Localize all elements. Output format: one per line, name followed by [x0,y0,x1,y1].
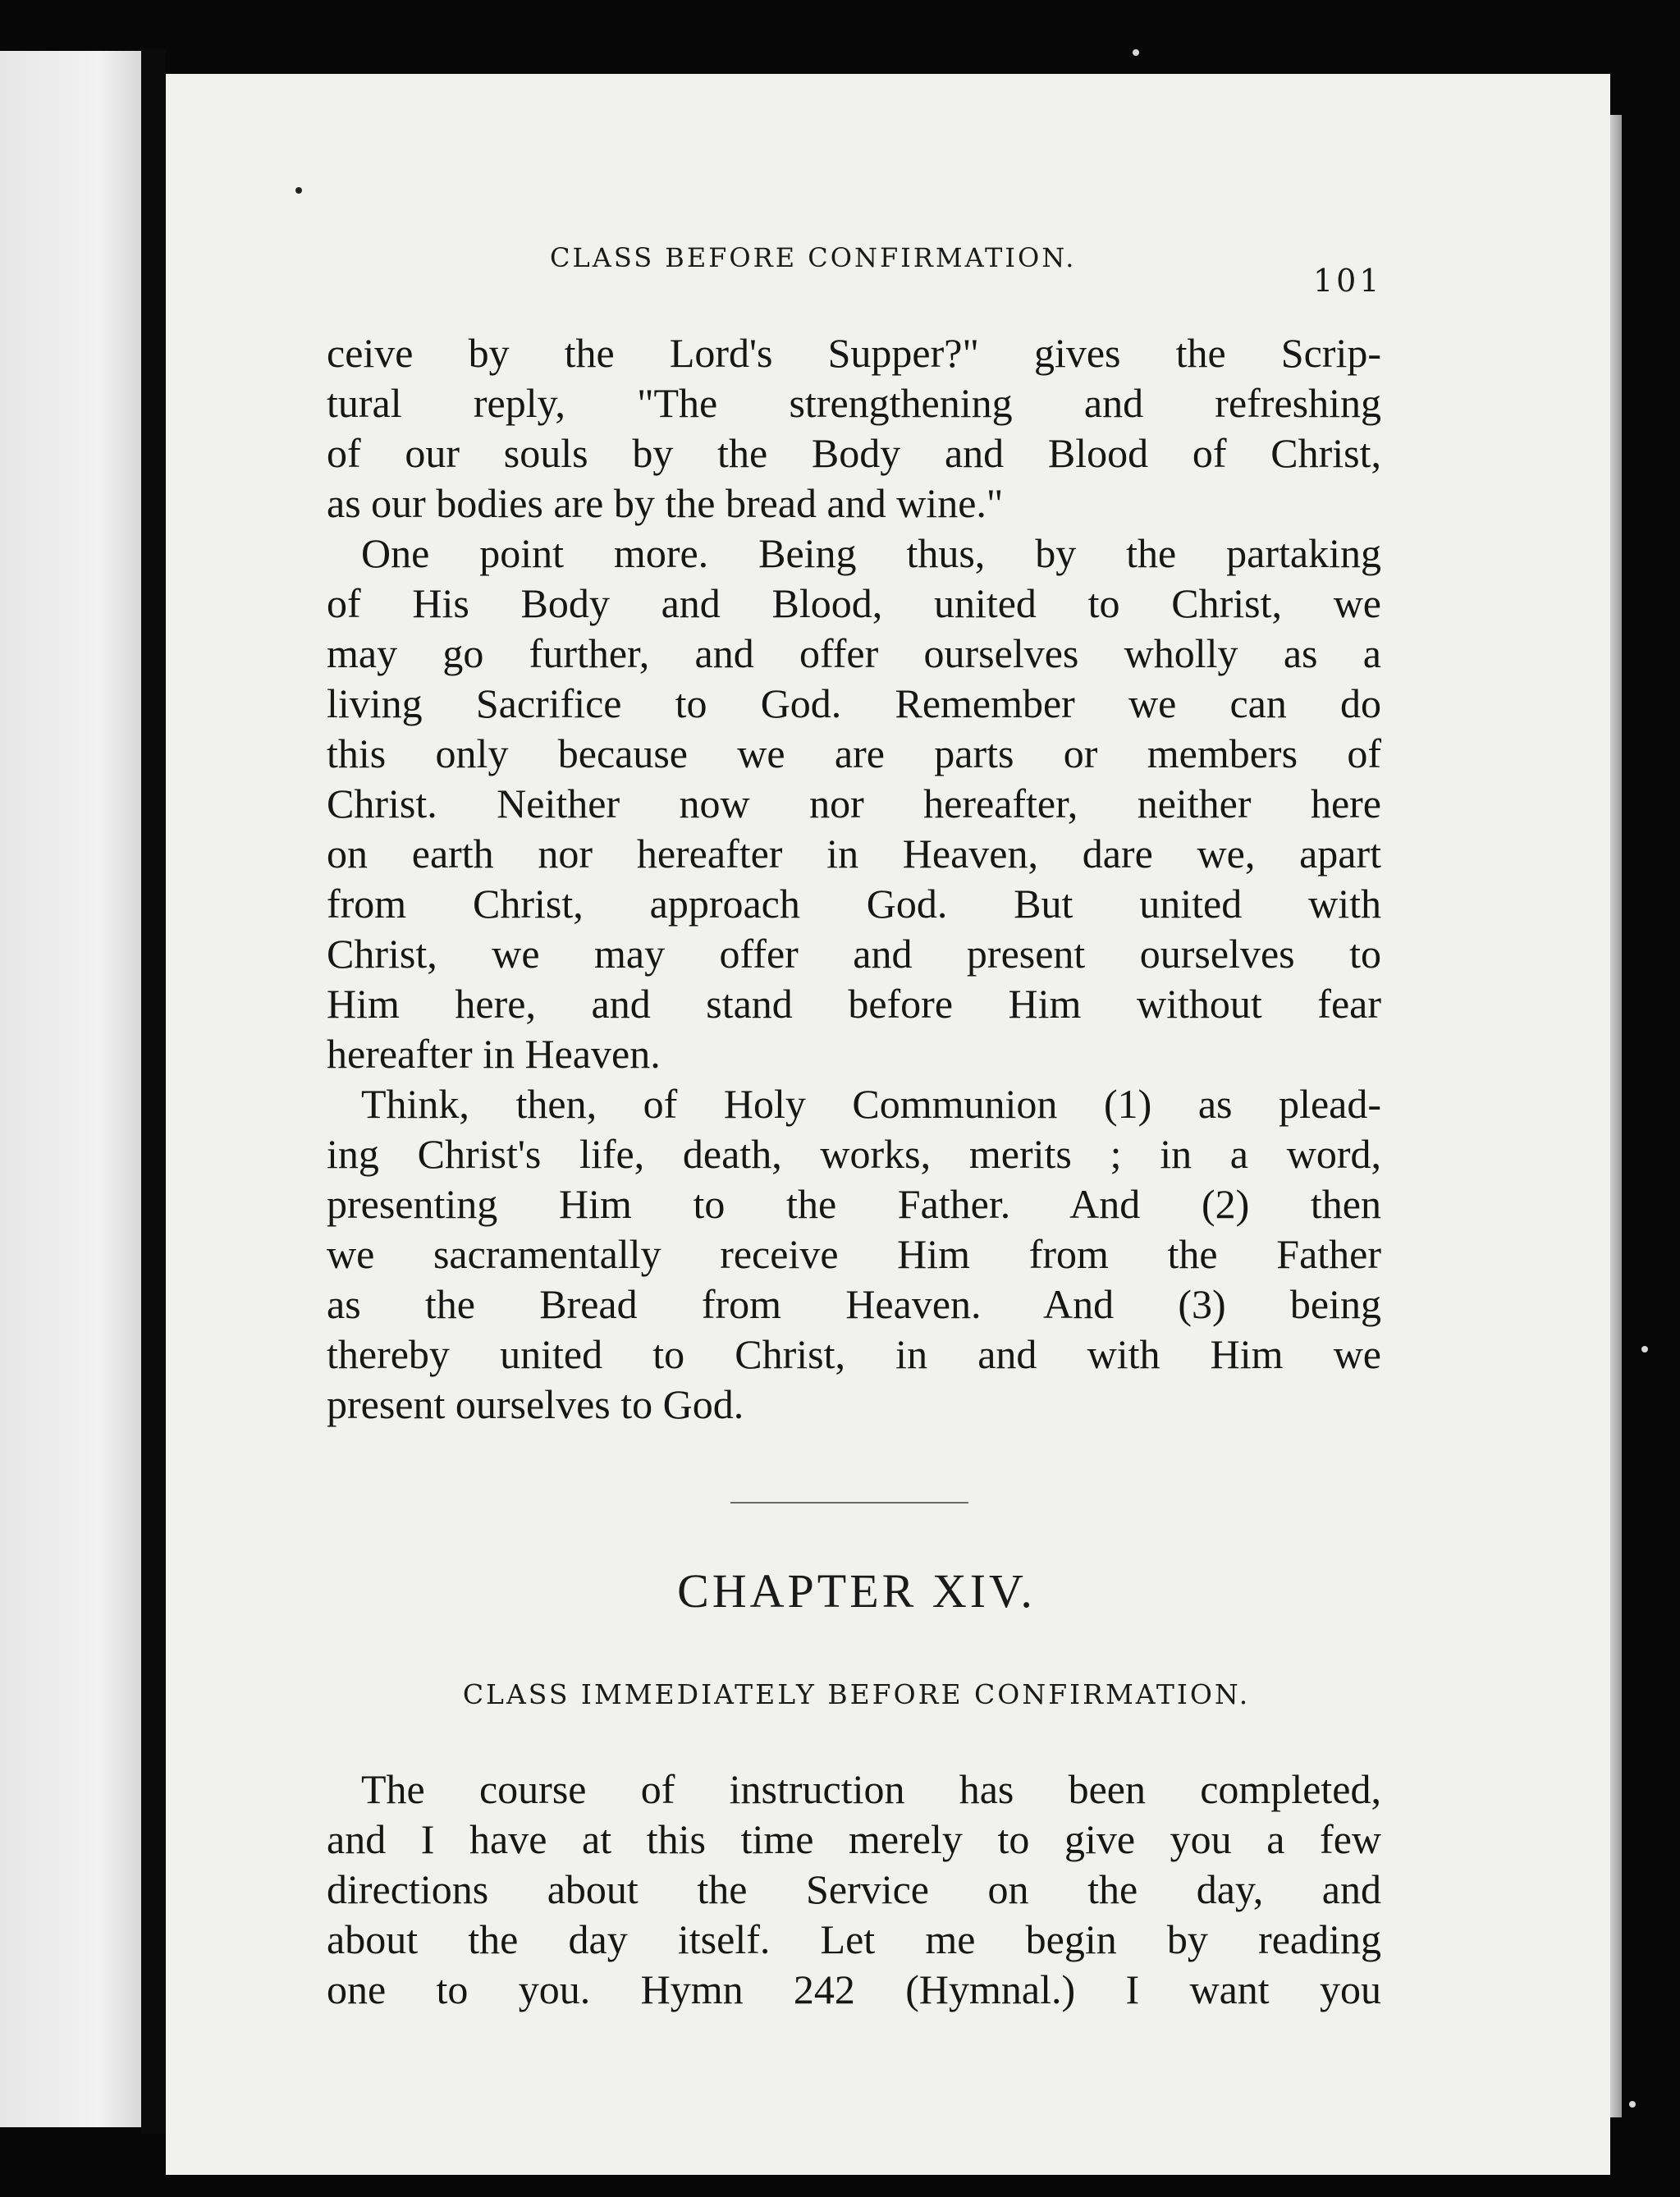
text-line: as our bodies are by the bread and wine." [327,480,1004,526]
text-line: ing Christ's life, death, works, merits ; in a word, [327,1131,1381,1177]
text-line: Think, then, of Holy Communion (1) as plead- [361,1081,1381,1127]
text-line: One point more. Being thus, by the partaking [361,530,1381,576]
text-line: present ourselves to God. [327,1381,744,1427]
book-gutter [141,49,166,2134]
paragraph [327,1764,1381,2015]
chapter-title: CHAPTER XIV. [677,1564,1036,1618]
page-number: 101 [1313,263,1383,299]
text-line: we sacramentally receive Him from the Father [327,1231,1381,1277]
paragraph [327,529,1381,1079]
facing-page-edge [0,51,141,2127]
text-line: this only because we are parts or members of [327,730,1381,776]
speck [295,187,302,194]
speck [1641,1346,1648,1353]
text-line: The course of instruction has been completed, [361,1766,1381,1812]
text-line: directions about the Service on the day, and [327,1866,1381,1912]
text-line: tural reply, "The strengthening and refreshing [327,380,1381,426]
text-line: of our souls by the Body and Blood of Christ, [327,430,1381,476]
paragraph [327,1079,1381,1430]
text-line: from Christ, approach God. But united with [327,881,1381,927]
paragraph [327,328,1381,529]
chapter-subtitle: CLASS IMMEDIATELY BEFORE CONFIRMATION. [462,1678,1251,1710]
text-line: on earth nor hereafter in Heaven, dare we, apart [327,831,1381,877]
text-line: ceive by the Lord's Supper?" gives the Scrip- [327,330,1381,376]
page-edge-shadow [1610,115,1622,2117]
text-line: Him here, and stand before Him without fear [327,981,1381,1027]
text-line: as the Bread from Heaven. And (3) being [327,1281,1381,1327]
body-text-bottom [327,1764,1381,2015]
speck [1629,2101,1636,2108]
text-line: may go further, and offer ourselves wholly as a [327,630,1381,676]
text-line: of His Body and Blood, united to Christ, we [327,580,1381,626]
text-line: Christ. Neither now nor hereafter, neither here [327,780,1381,826]
running-head: CLASS BEFORE CONFIRMATION. [550,242,1077,273]
text-line: hereafter in Heaven. [327,1031,661,1077]
body-text-top [327,328,1381,1430]
text-line: one to you. Hymn 242 (Hymnal.) I want you [327,1966,1381,2012]
text-line: presenting Him to the Father. And (2) then [327,1181,1381,1227]
section-divider [730,1502,968,1504]
text-line: about the day itself. Let me begin by reading [327,1916,1381,1962]
speck [1133,49,1139,56]
text-line: and I have at this time merely to give you a few [327,1816,1381,1862]
text-line: living Sacrifice to God. Remember we can do [327,680,1381,726]
text-line: Christ, we may offer and present ourselves to [327,931,1381,977]
text-line: thereby united to Christ, in and with Him we [327,1331,1381,1377]
